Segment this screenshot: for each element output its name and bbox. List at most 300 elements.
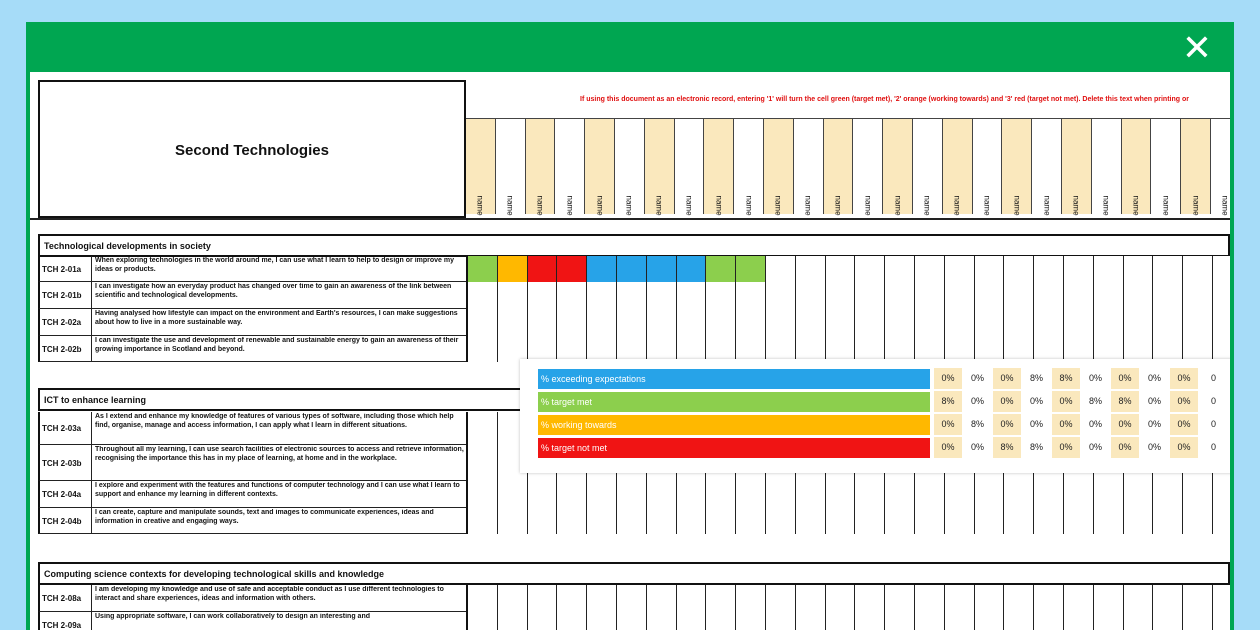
grade-cell[interactable] — [1213, 612, 1230, 630]
grade-cell[interactable] — [1064, 282, 1094, 309]
grade-cell[interactable] — [647, 282, 677, 309]
grade-cell[interactable] — [736, 585, 766, 612]
grade-cell[interactable] — [706, 481, 736, 508]
column-header[interactable] — [1122, 118, 1152, 214]
grade-cell[interactable] — [915, 282, 945, 309]
grade-cell[interactable] — [617, 508, 647, 534]
grade-cell[interactable] — [1183, 508, 1213, 534]
legend-percent: 0% — [1052, 437, 1080, 458]
grade-cell[interactable] — [587, 256, 617, 282]
column-header[interactable] — [496, 118, 526, 214]
column-header-label: name — [595, 195, 605, 216]
grade-cell[interactable] — [796, 481, 826, 508]
grade-cell[interactable] — [528, 585, 558, 612]
grade-cell[interactable] — [1183, 256, 1213, 282]
grade-cell[interactable] — [677, 309, 707, 336]
grade-cell[interactable] — [1183, 612, 1213, 630]
column-header-label: name — [1071, 195, 1081, 216]
outcome-code: TCH 2-08a — [42, 594, 82, 603]
column-header[interactable] — [704, 118, 734, 214]
legend-percent: 8% — [1052, 368, 1080, 389]
column-header-label: name — [893, 195, 903, 216]
grade-cell[interactable] — [975, 585, 1005, 612]
grade-cell[interactable] — [1094, 282, 1124, 309]
legend-percent: 0% — [1111, 414, 1139, 435]
grade-cell[interactable] — [498, 282, 528, 309]
grade-cell[interactable] — [1004, 585, 1034, 612]
grade-cell[interactable] — [1004, 256, 1034, 282]
grade-cell[interactable] — [1094, 256, 1124, 282]
column-header[interactable] — [1032, 118, 1062, 214]
grade-cell[interactable] — [498, 309, 528, 336]
grade-cell[interactable] — [557, 481, 587, 508]
grade-cell[interactable] — [945, 508, 975, 534]
grade-cell[interactable] — [975, 508, 1005, 534]
grade-cell[interactable] — [468, 412, 498, 445]
column-header[interactable] — [853, 118, 883, 214]
column-header-label: name — [982, 195, 992, 216]
grade-cell[interactable] — [1124, 309, 1154, 336]
grade-cell[interactable] — [1034, 585, 1064, 612]
legend-percent: 0% — [1023, 414, 1051, 435]
grade-cell[interactable] — [1064, 508, 1094, 534]
grade-cell[interactable] — [706, 612, 736, 630]
grade-cell[interactable] — [557, 256, 587, 282]
grade-cell[interactable] — [826, 481, 856, 508]
grade-cell[interactable] — [945, 309, 975, 336]
legend-percent: 8% — [1111, 391, 1139, 412]
grade-cell[interactable] — [1153, 256, 1183, 282]
grade-cell[interactable] — [1124, 256, 1154, 282]
legend-percent: 0% — [1141, 437, 1169, 458]
grade-cell[interactable] — [915, 481, 945, 508]
column-header-label: name — [1042, 195, 1052, 216]
grade-cell[interactable] — [736, 309, 766, 336]
section-heading-box — [38, 234, 1230, 257]
grade-cell[interactable] — [1034, 282, 1064, 309]
column-header-label: name — [1101, 195, 1111, 216]
column-header[interactable] — [883, 118, 913, 214]
grade-cell[interactable] — [975, 481, 1005, 508]
grade-cell[interactable] — [945, 481, 975, 508]
legend-percent: 0% — [1111, 368, 1139, 389]
grade-cell[interactable] — [826, 282, 856, 309]
legend-percent: 0% — [964, 437, 992, 458]
grade-cell[interactable] — [647, 612, 677, 630]
grade-cell[interactable] — [1004, 309, 1034, 336]
section-heading: Computing science contexts for developing technological skills and knowledge — [44, 569, 385, 579]
page-title: Second Technologies — [175, 142, 329, 159]
grade-cell[interactable] — [1124, 585, 1154, 612]
grade-cell[interactable] — [587, 282, 617, 309]
spreadsheet — [30, 72, 1230, 630]
grade-cell[interactable] — [587, 508, 617, 534]
legend-percent: 0% — [964, 368, 992, 389]
grade-cell[interactable] — [617, 309, 647, 336]
grade-cell[interactable] — [528, 282, 558, 309]
grade-cell[interactable] — [498, 508, 528, 534]
grade-cell[interactable] — [915, 256, 945, 282]
grade-cell[interactable] — [766, 612, 796, 630]
section-heading-box — [38, 562, 1230, 585]
column-header[interactable] — [1211, 118, 1230, 214]
column-header[interactable] — [466, 118, 496, 214]
grade-cell[interactable] — [1094, 508, 1124, 534]
column-header[interactable] — [645, 118, 675, 214]
grade-cell[interactable] — [1213, 309, 1230, 336]
column-header-label: name — [565, 195, 575, 216]
legend-percent: 8% — [993, 437, 1021, 458]
legend-percent: 0 — [1200, 368, 1228, 389]
grade-cell[interactable] — [1213, 585, 1230, 612]
grade-cell[interactable] — [975, 612, 1005, 630]
grade-cell[interactable] — [617, 612, 647, 630]
legend-percent: 0% — [1141, 414, 1169, 435]
column-header-label: name — [773, 195, 783, 216]
grade-cell[interactable] — [885, 612, 915, 630]
grade-cell[interactable] — [736, 481, 766, 508]
grade-cell[interactable] — [885, 282, 915, 309]
grade-cell[interactable] — [945, 282, 975, 309]
grade-cell[interactable] — [468, 481, 498, 508]
grade-cell[interactable] — [855, 282, 885, 309]
grade-cell[interactable] — [975, 282, 1005, 309]
grade-cell[interactable] — [557, 585, 587, 612]
column-header[interactable] — [794, 118, 824, 214]
legend-percent: 8% — [1082, 391, 1110, 412]
grade-cell[interactable] — [885, 508, 915, 534]
grade-cell[interactable] — [498, 256, 528, 282]
grade-cell[interactable] — [1153, 508, 1183, 534]
column-header[interactable] — [824, 118, 854, 214]
legend-percent: 8% — [1023, 368, 1051, 389]
column-header[interactable] — [1181, 118, 1211, 214]
outcome-text: As I extend and enhance my knowledge of features of various types of software, including those which help find, organise, manage and access information, I can apply what I learn in different situations. — [95, 413, 454, 429]
outcome-text: I can investigate how an everyday product has changed over time to gain an awareness of the link between scientific and technological developments. — [95, 283, 452, 299]
grade-cell[interactable] — [1124, 481, 1154, 508]
grade-cell[interactable] — [855, 508, 885, 534]
grade-cell[interactable] — [885, 585, 915, 612]
column-header-label: name — [684, 195, 694, 216]
grade-cell[interactable] — [706, 256, 736, 282]
column-header[interactable] — [585, 118, 615, 214]
grade-cell[interactable] — [796, 585, 826, 612]
grade-cell[interactable] — [1094, 309, 1124, 336]
column-header[interactable] — [913, 118, 943, 214]
legend-percent: 8% — [934, 391, 962, 412]
grade-cell[interactable] — [1153, 282, 1183, 309]
grade-cell[interactable] — [1124, 612, 1154, 630]
grade-cell[interactable] — [766, 481, 796, 508]
close-icon[interactable]: ✕ — [1181, 28, 1213, 69]
grade-cell[interactable] — [826, 508, 856, 534]
legend-percent: 0% — [993, 391, 1021, 412]
title-box — [38, 80, 466, 218]
grade-cell[interactable] — [1034, 481, 1064, 508]
grade-cell[interactable] — [1004, 282, 1034, 309]
table-row — [38, 481, 1230, 508]
section-heading: ICT to enhance learning — [44, 395, 147, 405]
grade-cell[interactable] — [826, 585, 856, 612]
legend-percent: 0% — [1052, 391, 1080, 412]
legend-percent: 0% — [1052, 414, 1080, 435]
legend-label: % exceeding expectations — [538, 369, 930, 389]
grade-cell[interactable] — [885, 256, 915, 282]
grade-cell[interactable] — [528, 612, 558, 630]
grade-cell[interactable] — [1153, 612, 1183, 630]
outcome-text: I can create, capture and manipulate sounds, text and images to communicate experiences, ideas and information in creative and engaging ways. — [95, 509, 434, 525]
grade-cell[interactable] — [1213, 256, 1230, 282]
column-header-label: name — [1161, 195, 1171, 216]
legend-label: % working towards — [538, 415, 930, 435]
grade-cell[interactable] — [915, 309, 945, 336]
grade-cell[interactable] — [1004, 508, 1034, 534]
grade-cell[interactable] — [796, 612, 826, 630]
grade-cell[interactable] — [1213, 481, 1230, 508]
outcome-text: I am developing my knowledge and use of safe and acceptable conduct as I use different technologies to interact and share experiences, ideas and information with others. — [95, 586, 444, 602]
grade-cell[interactable] — [1153, 585, 1183, 612]
grade-cell[interactable] — [1034, 508, 1064, 534]
column-header-label: name — [833, 195, 843, 216]
grade-cell[interactable] — [1094, 612, 1124, 630]
grade-cell[interactable] — [855, 256, 885, 282]
grade-cell[interactable] — [796, 282, 826, 309]
grade-cell[interactable] — [498, 585, 528, 612]
outcome-text: Having analysed how lifestyle can impact on the environment and Earth's resources, I can make suggestions about how to live in a more sustainable way. — [95, 310, 458, 326]
section-heading: Technological developments in society — [44, 241, 211, 251]
outcome-text: When exploring technologies in the world around me, I can use what I learn to help to design or improve my ideas or products. — [95, 257, 454, 273]
grade-cell[interactable] — [498, 612, 528, 630]
grade-cell[interactable] — [647, 508, 677, 534]
grade-cell[interactable] — [915, 508, 945, 534]
column-header-label: name — [922, 195, 932, 216]
grade-cell[interactable] — [1064, 309, 1094, 336]
legend-label: % target not met — [538, 438, 930, 458]
legend-percent: 0% — [1111, 437, 1139, 458]
grade-cell[interactable] — [468, 445, 498, 481]
grade-cell[interactable] — [975, 256, 1005, 282]
grade-cell[interactable] — [677, 256, 707, 282]
grade-cell[interactable] — [468, 256, 498, 282]
table-row — [38, 309, 1230, 336]
grade-cell[interactable] — [557, 282, 587, 309]
grade-cell[interactable] — [1183, 309, 1213, 336]
outcome-code: TCH 2-04a — [42, 490, 82, 499]
outcome-text: Throughout all my learning, I can use search facilities of electronic sources to access and retrieve information, recognising the importance this has in my place of learning, at home and in the workplace. — [95, 446, 464, 462]
grade-cell[interactable] — [1213, 282, 1230, 309]
grade-cell[interactable] — [1064, 481, 1094, 508]
grade-cell[interactable] — [1124, 508, 1154, 534]
legend-percent: 0% — [934, 368, 962, 389]
legend-percent: 0% — [1170, 437, 1198, 458]
grade-cell[interactable] — [1124, 282, 1154, 309]
grade-cell[interactable] — [528, 508, 558, 534]
column-header[interactable] — [1092, 118, 1122, 214]
grade-cell[interactable] — [885, 481, 915, 508]
grade-cell[interactable] — [498, 481, 528, 508]
outcome-code: TCH 2-04b — [42, 516, 82, 526]
legend-percent: 8% — [1023, 437, 1051, 458]
grade-cell[interactable] — [796, 508, 826, 534]
column-header-label: name — [803, 195, 813, 216]
grade-cell[interactable] — [975, 309, 1005, 336]
grade-cell[interactable] — [766, 282, 796, 309]
table-row — [38, 256, 1230, 282]
column-header[interactable] — [1151, 118, 1181, 214]
column-header-label: name — [1191, 195, 1201, 216]
grade-cell[interactable] — [677, 481, 707, 508]
column-header[interactable] — [734, 118, 764, 214]
grade-cell[interactable] — [468, 508, 498, 534]
legend-percent: 0% — [1170, 391, 1198, 412]
grade-cell[interactable] — [706, 508, 736, 534]
grade-cell[interactable] — [468, 282, 498, 309]
instruction-text: If using this document as an electronic record, entering '1' will turn the cell green (target met), '2' orange (working towards) and '3' red (target not met). Delete this text when printing or — [580, 96, 1189, 103]
grade-cell[interactable] — [1183, 481, 1213, 508]
grade-cell[interactable] — [647, 481, 677, 508]
grade-cell[interactable] — [647, 256, 677, 282]
grade-cell[interactable] — [1213, 508, 1230, 534]
summary-legend — [520, 359, 1230, 473]
grade-cell[interactable] — [885, 309, 915, 336]
grade-cell[interactable] — [826, 309, 856, 336]
grade-cell[interactable] — [647, 309, 677, 336]
grade-cell[interactable] — [677, 612, 707, 630]
grade-cell[interactable] — [617, 256, 647, 282]
grade-cell[interactable] — [706, 282, 736, 309]
grade-cell[interactable] — [468, 612, 498, 630]
outcome-code: TCH 2-02b — [42, 344, 82, 354]
grade-cell[interactable] — [855, 585, 885, 612]
outcome-text: I can investigate the use and development of renewable and sustainable energy to gain an awareness of their growing importance in Scotland and beyond. — [95, 337, 459, 353]
grade-cell[interactable] — [587, 481, 617, 508]
legend-percent: 0% — [1023, 391, 1051, 412]
grade-cell[interactable] — [736, 256, 766, 282]
column-header[interactable] — [555, 118, 585, 214]
grade-cell[interactable] — [1183, 585, 1213, 612]
legend-percent: 0% — [1082, 437, 1110, 458]
column-header-label: name — [744, 195, 754, 216]
legend-percent: 0 — [1200, 437, 1228, 458]
legend-percent: 0 — [1200, 414, 1228, 435]
column-header[interactable] — [973, 118, 1003, 214]
grade-cell[interactable] — [915, 585, 945, 612]
grade-cell[interactable] — [587, 309, 617, 336]
grade-cell[interactable] — [1153, 309, 1183, 336]
app-window — [26, 22, 1234, 630]
grade-cell[interactable] — [1153, 481, 1183, 508]
grade-cell[interactable] — [945, 585, 975, 612]
legend-percent: 0% — [993, 368, 1021, 389]
column-header[interactable] — [526, 118, 556, 214]
grade-cell[interactable] — [826, 256, 856, 282]
outcome-code: TCH 2-01b — [42, 291, 82, 300]
grade-cell[interactable] — [736, 508, 766, 534]
grade-cell[interactable] — [1034, 256, 1064, 282]
grade-cell[interactable] — [677, 508, 707, 534]
grade-cell[interactable] — [1004, 481, 1034, 508]
column-header-label: name — [952, 195, 962, 216]
grade-cell[interactable] — [1034, 309, 1064, 336]
outcome-code: TCH 2-03a — [42, 424, 82, 433]
grade-cell[interactable] — [736, 612, 766, 630]
grade-cell[interactable] — [945, 256, 975, 282]
grade-cell[interactable] — [1094, 585, 1124, 612]
grade-cell[interactable] — [1034, 612, 1064, 630]
grade-cell[interactable] — [1064, 585, 1094, 612]
column-header[interactable] — [615, 118, 645, 214]
grade-cell[interactable] — [587, 612, 617, 630]
grade-cell[interactable] — [945, 612, 975, 630]
column-header-label: name — [714, 195, 724, 216]
legend-percent: 0% — [1170, 368, 1198, 389]
grade-cell[interactable] — [706, 585, 736, 612]
grade-cell[interactable] — [766, 508, 796, 534]
column-header-label: name — [1131, 195, 1141, 216]
column-header[interactable] — [943, 118, 973, 214]
grade-cell[interactable] — [1064, 612, 1094, 630]
grade-cell[interactable] — [915, 612, 945, 630]
grade-cell[interactable] — [1094, 481, 1124, 508]
column-header-label: name — [1012, 195, 1022, 216]
grade-cell[interactable] — [647, 585, 677, 612]
grade-cell[interactable] — [617, 282, 647, 309]
grade-cell[interactable] — [706, 309, 736, 336]
table-row — [38, 282, 1230, 309]
column-header[interactable] — [1002, 118, 1032, 214]
column-header[interactable] — [764, 118, 794, 214]
grade-cell[interactable] — [855, 309, 885, 336]
grade-cell[interactable] — [1183, 282, 1213, 309]
column-header[interactable] — [675, 118, 705, 214]
grade-cell[interactable] — [736, 282, 766, 309]
grade-cell[interactable] — [557, 508, 587, 534]
grade-cell[interactable] — [766, 309, 796, 336]
grade-cell[interactable] — [796, 309, 826, 336]
grade-cell[interactable] — [677, 585, 707, 612]
outcome-code: TCH 2-09a — [42, 621, 82, 630]
table-row — [38, 612, 1230, 630]
legend-percent: 0% — [1141, 391, 1169, 412]
grade-cell[interactable] — [468, 336, 498, 362]
grade-cell[interactable] — [587, 585, 617, 612]
grade-cell[interactable] — [468, 585, 498, 612]
legend-percent: 0% — [964, 391, 992, 412]
grade-cell[interactable] — [1004, 612, 1034, 630]
table-row — [38, 585, 1230, 612]
outcome-text: I explore and experiment with the features and functions of computer technology and I can use what I learn to support and enhance my learning in different contexts. — [95, 482, 460, 498]
grade-cell[interactable] — [617, 585, 647, 612]
grade-cell[interactable] — [557, 612, 587, 630]
column-header[interactable] — [1062, 118, 1092, 214]
outcome-text: Using appropriate software, I can work collaboratively to design an interesting and — [95, 613, 371, 620]
grade-cell[interactable] — [766, 585, 796, 612]
grade-cell[interactable] — [796, 256, 826, 282]
grade-cell[interactable] — [468, 309, 498, 336]
grade-cell[interactable] — [528, 309, 558, 336]
grade-cell[interactable] — [528, 481, 558, 508]
grade-cell[interactable] — [677, 282, 707, 309]
outcome-code: TCH 2-03b — [42, 458, 82, 468]
grade-cell[interactable] — [855, 612, 885, 630]
grade-cell[interactable] — [826, 612, 856, 630]
grade-cell[interactable] — [557, 309, 587, 336]
grade-cell[interactable] — [617, 481, 647, 508]
grade-cell[interactable] — [766, 256, 796, 282]
grade-cell[interactable] — [528, 256, 558, 282]
grade-cell[interactable] — [855, 481, 885, 508]
grade-cell[interactable] — [1064, 256, 1094, 282]
